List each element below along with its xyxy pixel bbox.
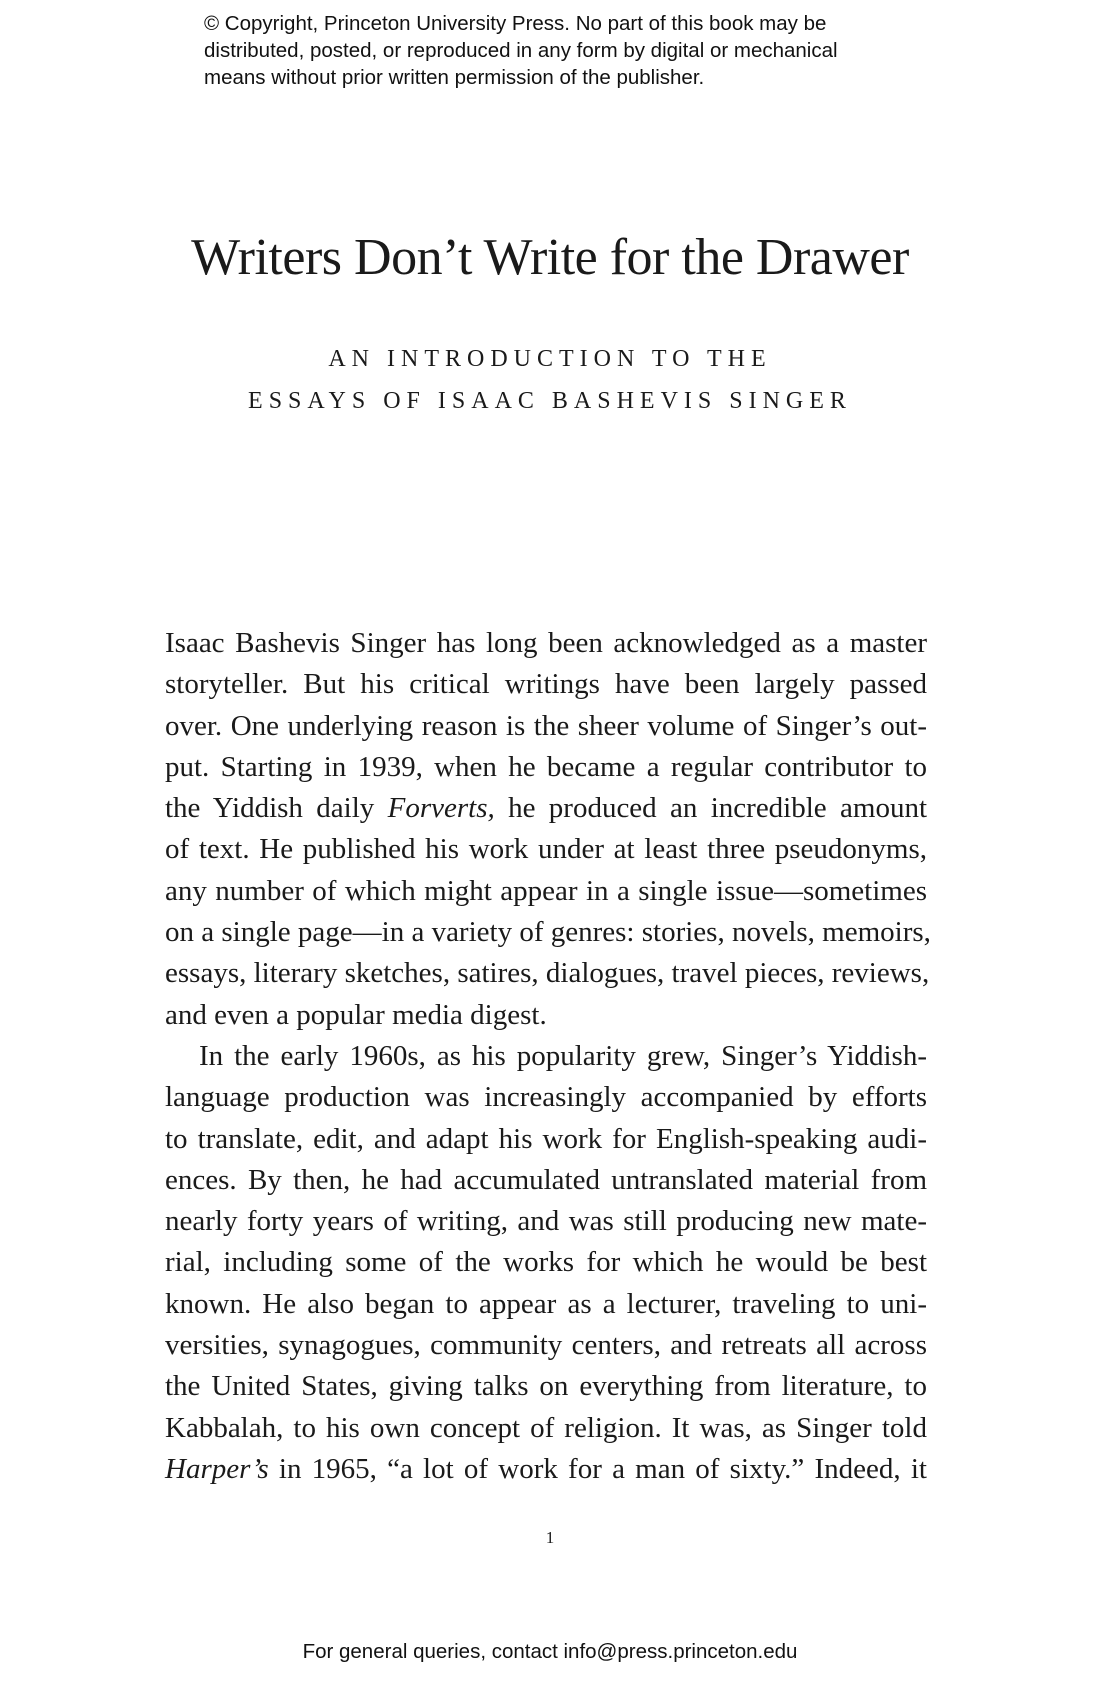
subtitle-line: AN INTRODUCTION TO THE (328, 346, 772, 372)
paragraph-1 (165, 623, 931, 1036)
page-number: 1 (545, 1528, 555, 1547)
text-line: In the early 1960s, as his popularity grew, Singer’s Yiddish- (199, 1039, 927, 1072)
subtitle-line: ESSAYS OF ISAAC BASHEVIS SINGER (248, 388, 852, 414)
text-line: storyteller. But his critical writings have been largely passed (165, 668, 927, 701)
copyright-line: © Copyright, Princeton University Press. No part of this book may be (204, 12, 827, 35)
text-line: to translate, edit, and adapt his work for English-speaking audi- (165, 1122, 927, 1155)
text-line: the United States, giving talks on everything from literature, to (165, 1370, 927, 1403)
text-line: on a single page—in a variety of genres: stories, novels, memoirs, (165, 916, 931, 949)
text-line: and even a popular media digest. (165, 998, 547, 1031)
text-line: nearly forty years of writing, and was still producing new mate- (165, 1205, 927, 1238)
text-line: versities, synagogues, community centers, and retreats all across (165, 1329, 927, 1362)
text-line (165, 1449, 927, 1490)
text-fragment: in 1965, “a lot of work for a man of sixty.” Indeed, it (268, 1452, 927, 1485)
text-line: rial, including some of the works for which he would be best (165, 1246, 927, 1279)
text-line: Isaac Bashevis Singer has long been acknowledged as a master (165, 627, 927, 659)
text-line: put. Starting in 1939, when he became a regular contributor to (165, 750, 927, 783)
text-line (165, 788, 927, 829)
copyright-line: distributed, posted, or reproduced in any form by digital or mechanical (204, 39, 838, 62)
copyright-line: means without prior written permission of the publisher. (204, 66, 705, 89)
paragraph-2 (165, 1036, 927, 1490)
italic-title: Harper’s (165, 1452, 269, 1485)
body-text (165, 623, 931, 1490)
text-line: ences. By then, he had accumulated untranslated material from (165, 1163, 927, 1196)
text-line: essays, literary sketches, satires, dialogues, travel pieces, reviews, (165, 957, 930, 990)
text-line: over. One underlying reason is the sheer volume of Singer’s out- (165, 709, 927, 742)
text-fragment: the Yiddish daily (165, 792, 388, 825)
footer-contact: For general queries, contact info@press.princeton.edu (302, 1640, 798, 1663)
text-line: language production was increasingly accompanied by efforts (165, 1081, 927, 1114)
text-line: known. He also began to appear as a lecturer, traveling to uni- (165, 1287, 927, 1320)
chapter-title: Writers Don’t Write for the Drawer (191, 229, 909, 286)
chapter-subtitle (0, 338, 1100, 422)
text-line: of text. He published his work under at least three pseudonyms, (165, 833, 927, 866)
copyright-notice (204, 10, 924, 91)
text-line: any number of which might appear in a single issue—sometimes (165, 874, 927, 907)
text-line: Kabbalah, to his own concept of religion. It was, as Singer told (165, 1411, 927, 1444)
text-fragment: he produced an incredible amount (494, 792, 927, 825)
italic-title: Forverts, (387, 792, 495, 825)
